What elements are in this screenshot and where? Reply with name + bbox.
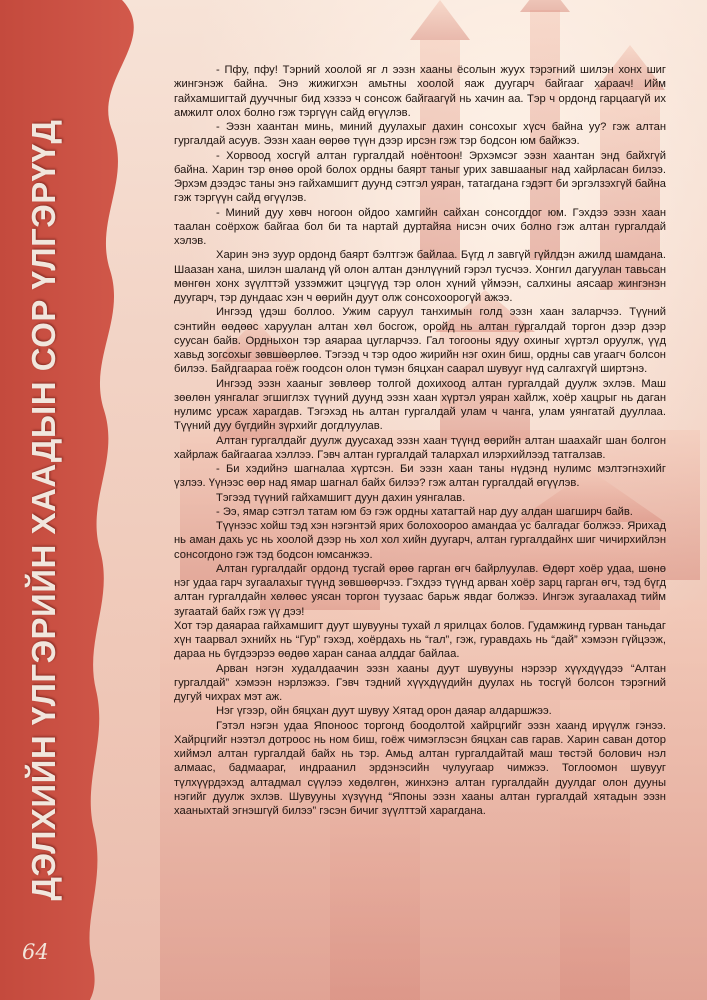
paragraph: Хот тэр даяараа гайхамшигт дуут шувууны тухай л ярилцах болов. Гудамжинд гурван таньдаг хүн таарвал эхнийх нь “Гур” гэхэд, хоёрдахь нь “гал”, гэж, гуравдахь нь “дай” хэмээн гүйцээж, дараа нь бүгдээрээ өөдөө харан санаа алддаг байлаа. (174, 619, 666, 661)
paragraph: Тэгээд түүний гайхамшигт дуун дахин уянгалав. (216, 491, 466, 504)
paragraph: Гэтэл нэгэн удаа Японоос торгонд боодолтой хайрцгийг ээзн хаанд ирүүлж гэнээ. Хайрцгийг нээтэл дотроос нь ном биш, гоёж чимэглэсэн бяцхан сав гарав. Харин саван дотор хиймэл алтан гургалдай байх нь тэр. Амьд алтан гургалдайтай маш төстэй болович нэл алмаас, бадмаараг, индраанил эрдэнэсийн чулуугаар чимжээ. Тоглоомон шувууг түлхүүрдэхэд алтадмал сүүлээ хөдөлгөн, жинхэнэ алтан гургалдайн дуулдаг олон дууны нэгийг дуулж эхлэв. Шувууны хүзүүнд “Японы ээзн хааны алтан гургалдай хятадын ээзн хааныхтай эгнэшгүй билээ” гэсэн бичиг зүүлттэй харагдана. (174, 719, 666, 817)
story-text (174, 63, 666, 818)
page-number: 64 (22, 940, 49, 964)
paragraph: Ингээд ээзн хааныг зөвлөөр толгой дохихоод алтан гургалдай дуулж эхлэв. Маш зөөлөн уянгалаг эгшиглэх түүний дуунд ээзн хаан хүртэл уяран хайлж, хоёр хацрыг нь даган нулимс урсаж харагдав. Тэгэхэд нь алтан гургалдай улам ч чанга, улам уянгатай дууллаа. Түүний дуу бүгдийн зүрхийг догдлуулав. (174, 377, 666, 433)
paragraph: - Ээзн хаантан минь, миний дуулахыг дахин сонсохыг хүсч байна уу? гэж алтан гургалдай асуув. Ээзн хаан өөрөө түүн дээр ирсэн гэж тэр бодсон юм байжээ. (174, 121, 666, 148)
book-title-vertical: ДЭЛХИЙН ҮЛГЭРИЙН ХААДЫН СОР ҮЛГЭРҮҮД (25, 119, 62, 901)
paragraph: Алтан гургалдайг ордонд тусгай өрөө гарган өгч байрлуулав. Өдөрт хоёр удаа, шөнө нэг удаа гарч зугаалахыг түүнд зөвшөөрчээ. Гэхдээ түүнд арван хоёр зарц гарган өгч, тэд бүгд алтан гургалдайн хөлөөс уясан торгон туузаас барьж явдаг болжээ. Ингэж зугаалахад тийм зугаатай байх гэж үү дээ! (174, 562, 666, 618)
side-band (0, 0, 134, 1000)
paragraph: Харин энэ зуур ордонд баярт бэлтгэж байлаа. Бүгд л завгүй гүйлдэн ажилд шамдана. Шаазан хана, шилэн шаланд үй олон алтан дэнлүүний гэрэл тусчээ. Хонгил дагуулан тавьсан мөнгөн хонх зүүлттэй уззэмжит цэцгүүд тэр олон хүний үймээн, салхины аясаар жингэнэн дуугарч, тэр дундаас хэн ч өөрийн дуут олж сонсохоорогүй ажээ. (174, 249, 666, 304)
paragraph: Ингээд үдэш боллоо. Ужим саруул танхимын голд ээзн хаан заларчээ. Түүний сэнтийн өөдөөс харуулан алтан хөл босгож, оройд нь алтан гургалдай торгон дээр дээр суусан байв. Ордныхон тэр аяараа цугларчээ. Гал тогооны ядуу охиныг хүртэл оруулж, үүд хавьд зогсохыг зөвшөөрлөө. Тэгээд ч тэр одоо жирийн нэг охин биш, ордны сав угаагч болсон билээ. Байдгаараа гоёж гоодсон олон түмэн бяцхан саарал шувууг нүд салгахгүй ширтэнэ. (174, 306, 666, 376)
paragraph: - Пфу, пфу! Тэрний хоолой яг л ээзн хааны ёсолын жууx тэрэгний шилэн хонх шиг жингэнэж байна. Энэ жижигхэн амьтны хоолой яаж дуугарч байгааг хараач! Ийм гайхамшигтай дууччныг бид хэзээ ч сонсож байгаагүй нь хачин аа. Тэр ч ордонд гарцаагүй их амжилт олох болно гэж тэргүүн сайд өгүүлэв. (174, 64, 666, 119)
paragraph: - Би хэдийнэ шагналаа хүртсэн. Би ээзн хаан таны нүдэнд нулимс мэлтэгнэхийг үзлээ. Үүнээс өөр над ямар шагнал байх билээ? гэж алтан гургалдай өгүүлэв. (174, 463, 666, 490)
paragraph: - Ээ, ямар сэтгэл татам юм бэ гэж ордны хатагтай нар дуу алдан шагширч байв. (216, 505, 633, 518)
paragraph: Түүнээс хойш тэд хэн нэгэнтэй ярих болохоороо амандаа ус балгадаг болжээ. Ярихад нь аман дахь ус нь хоолой дээр нь хол хол хийн дуугарч, алтан гургалдайнх шиг чичирхийлэн сонсогдоно гэж тэд бодсон юмсанжээ. (174, 520, 666, 561)
paragraph: Алтан гургалдайг дуулж дуусахад ээзн хаан түүнд өөрийн алтан шаахайг шан болгон хайрлаж байгаагаа хэллээ. Гэвч алтан гургалдай талархал илэрхийлээд татгалзав. (174, 434, 666, 461)
paragraph: - Хорвоод хосгүй алтан гургалдай ноёнтоон! Эрхэмсэг ээзн хаантан энд байхгүй байна. Харин тэр өнөө орой болох ордны баярт таныг урих завшааныг над хайрласан билээ. Эрхэм дээдэс таны энэ гайхамшигт дуунд сэтгэл уяран, татагдана гэдэгт би эргэлзэхгүй байна гэж тэргүүн сайд өгүүлэв. (174, 149, 666, 205)
paragraph: Арван нэгэн худалдаачин ээзн хааны дуут шувууны нэрээр хүүхдүүдээ “Алтан гургалдай” хэмээн нэрлэжээ. Гэвч тэдний хүүхдүүдийн дуулах нь тосгүй болсон тэрэгний дугуй чихрах мэт аж. (174, 662, 666, 703)
paragraph: Нэг үгээр, ойн бяцхан дуут шувуу Хятад орон даяар алдаршжээ. (216, 705, 552, 718)
paragraph: - Миний дуу хөвч ногоон ойдоо хамгийн сайхан сонсогддог юм. Гэхдээ ээзн хаан таалан соёрхож байгаа бол би та нартай дуртайяа нисэн очих болно гэж алтан гургалдай хэлэв. (174, 206, 666, 247)
